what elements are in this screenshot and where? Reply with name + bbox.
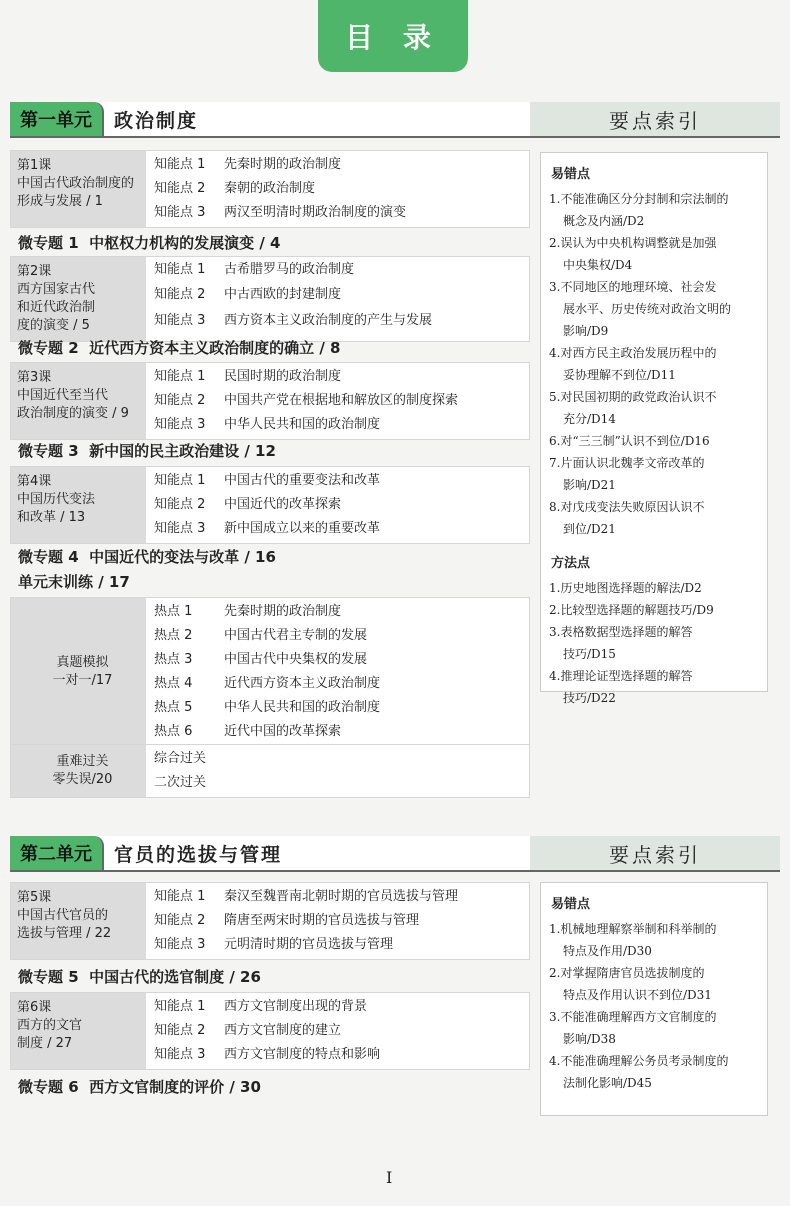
unit-label: 第一单元 xyxy=(10,102,104,136)
error-item: 7.片面认识北魏孝文帝改革的 影响/D21 xyxy=(549,456,705,492)
lesson-tag xyxy=(11,151,146,227)
unit-banner-2 xyxy=(10,836,780,872)
lesson-title: 形成与发展 / 1 xyxy=(17,194,103,209)
knowledge-point[interactable]: 知能点 1 民国时期的政治制度 xyxy=(154,369,342,384)
lesson-tag: 第3课 中国近代至当代 政治制度的演变 / 9 xyxy=(11,363,146,439)
knowledge-point[interactable]: 知能点 3 两汉至明清时期政治制度的演变 xyxy=(154,205,407,220)
hot-point[interactable]: 热点 1 先秦时期的政治制度 xyxy=(154,604,342,619)
method-item: 3.表格数据型选择题的解答 技巧/D15 xyxy=(549,625,693,661)
knowledge-point[interactable]: 知能点 1 秦汉至魏晋南北朝时期的官员选拔与管理 xyxy=(154,889,459,904)
method-item: 2.比较型选择题的解题技巧/D9 xyxy=(549,603,714,617)
hot-point[interactable]: 热点 6 近代中国的改革探索 xyxy=(154,724,342,739)
micro-topic[interactable]: 微专题 6 西方文官制度的评价 / 30 xyxy=(18,1078,261,1096)
lesson-tag: 第2课 西方国家古代 和近代政治制 度的演变 / 5 xyxy=(11,257,146,341)
panel-heading-errors: 易错点 xyxy=(551,897,591,912)
error-item: 4.对西方民主政治发展历程中的 妥协理解不到位/D11 xyxy=(549,346,717,382)
error-item: 4.不能准确理解公务员考录制度的 法制化影响/D45 xyxy=(549,1054,729,1090)
lesson-tag: 第6课 西方的文官 制度 / 27 xyxy=(11,993,146,1069)
error-item: 3.不同地区的地理环境、社会发 展水平、历史传统对政治文明的 影响/D9 xyxy=(549,280,732,338)
unit-label: 第二单元 xyxy=(10,836,104,870)
review-block[interactable] xyxy=(10,744,530,798)
hot-point[interactable]: 热点 5 中华人民共和国的政治制度 xyxy=(154,700,381,715)
lesson-title: 中国古代政治制度的 xyxy=(17,176,135,191)
hot-point[interactable]: 热点 2 中国古代君主专制的发展 xyxy=(154,628,368,643)
key-points-panel-1 xyxy=(540,152,768,705)
error-item: 1.不能准确区分分封制和宗法制的 概念及内涵/D2 xyxy=(549,192,729,228)
index-label: 要点索引 xyxy=(530,836,780,872)
lesson-1[interactable] xyxy=(10,150,530,228)
lesson-tag: 第4课 中国历代变法 和改革 / 13 xyxy=(11,467,146,543)
knowledge-point[interactable]: 知能点 3 新中国成立以来的重要改革 xyxy=(154,521,381,536)
page-title: 目 录 xyxy=(318,0,468,72)
knowledge-point[interactable]: 知能点 3 中华人民共和国的政治制度 xyxy=(154,417,381,432)
method-item: 4.推理论证型选择题的解答 技巧/D22 xyxy=(549,669,693,705)
knowledge-point[interactable]: 知能点 1 先秦时期的政治制度 xyxy=(154,157,342,172)
key-points-panel-2 xyxy=(540,882,768,1116)
knowledge-point[interactable]: 知能点 1 古希腊罗马的政治制度 xyxy=(154,262,355,277)
page-number: I xyxy=(386,1168,393,1187)
micro-topic[interactable]: 微专题 2 近代西方资本主义政治制度的确立 / 8 xyxy=(18,339,341,357)
error-item: 2.对掌握隋唐官员选拔制度的 特点及作用认识不到位/D31 xyxy=(549,966,712,1002)
knowledge-point[interactable]: 知能点 2 中国近代的改革探索 xyxy=(154,497,342,512)
hot-tag: 真题模拟 一对一/17 xyxy=(11,598,146,746)
knowledge-point[interactable]: 知能点 1 中国古代的重要变法和改革 xyxy=(154,473,381,488)
knowledge-point[interactable]: 知能点 2 中国共产党在根据地和解放区的制度探索 xyxy=(154,393,459,408)
method-item: 1.历史地图选择题的解法/D2 xyxy=(549,581,702,595)
knowledge-point[interactable]: 知能点 2 秦朝的政治制度 xyxy=(154,181,316,196)
error-item: 2.误认为中央机构调整就是加强 中央集权/D4 xyxy=(549,236,717,272)
lesson-tag: 第5课 中国古代官员的 选拔与管理 / 22 xyxy=(11,883,146,959)
micro-topic[interactable]: 微专题 3 新中国的民主政治建设 / 12 xyxy=(18,442,276,460)
lesson-6[interactable] xyxy=(10,992,530,1070)
error-item: 6.对“三三制”认识不到位/D16 xyxy=(549,434,710,448)
unit-end-training[interactable]: 单元末训练 / 17 xyxy=(18,573,130,591)
error-item: 1.机械地理解察举制和科举制的 特点及作用/D30 xyxy=(549,922,717,958)
review-item[interactable]: 二次过关 xyxy=(154,775,207,790)
panel-heading-methods: 方法点 xyxy=(551,556,591,571)
knowledge-point[interactable]: 知能点 2 西方文官制度的建立 xyxy=(154,1023,342,1038)
knowledge-point[interactable]: 知能点 2 隋唐至两宋时期的官员选拔与管理 xyxy=(154,913,420,928)
error-item: 8.对戊戌变法失败原因认识不 到位/D21 xyxy=(549,500,705,536)
knowledge-point[interactable]: 知能点 3 西方文官制度的特点和影响 xyxy=(154,1047,381,1062)
hot-points-block[interactable] xyxy=(10,597,530,747)
unit-banner-1 xyxy=(10,102,780,138)
micro-topic[interactable]: 微专题 1 中枢权力机构的发展演变 / 4 xyxy=(18,234,281,252)
knowledge-point[interactable]: 知能点 3 西方资本主义政治制度的产生与发展 xyxy=(154,313,433,328)
hot-point[interactable]: 热点 3 中国古代中央集权的发展 xyxy=(154,652,368,667)
unit-name: 政治制度 xyxy=(114,109,199,132)
knowledge-point[interactable]: 知能点 2 中古西欧的封建制度 xyxy=(154,287,342,302)
lesson-2[interactable] xyxy=(10,256,530,342)
micro-topic[interactable]: 微专题 4 中国近代的变法与改革 / 16 xyxy=(18,548,276,566)
review-item[interactable]: 综合过关 xyxy=(154,751,207,766)
hot-point[interactable]: 热点 4 近代西方资本主义政治制度 xyxy=(154,676,381,691)
panel-heading-errors: 易错点 xyxy=(551,167,591,182)
error-item: 3.不能准确理解西方文官制度的 影响/D38 xyxy=(549,1010,717,1046)
micro-topic[interactable]: 微专题 5 中国古代的选官制度 / 26 xyxy=(18,968,261,986)
knowledge-point[interactable]: 知能点 1 西方文官制度出现的背景 xyxy=(154,999,368,1014)
lesson-4[interactable] xyxy=(10,466,530,544)
lesson-number: 第1课 xyxy=(17,158,52,173)
index-label: 要点索引 xyxy=(530,102,780,138)
lesson-5[interactable] xyxy=(10,882,530,960)
review-tag: 重难过关 零失误/20 xyxy=(11,745,146,797)
error-item: 5.对民国初期的政党政治认识不 充分/D14 xyxy=(549,390,717,426)
knowledge-point[interactable]: 知能点 3 元明清时期的官员选拔与管理 xyxy=(154,937,394,952)
lesson-3[interactable] xyxy=(10,362,530,440)
unit-name: 官员的选拔与管理 xyxy=(114,843,283,866)
